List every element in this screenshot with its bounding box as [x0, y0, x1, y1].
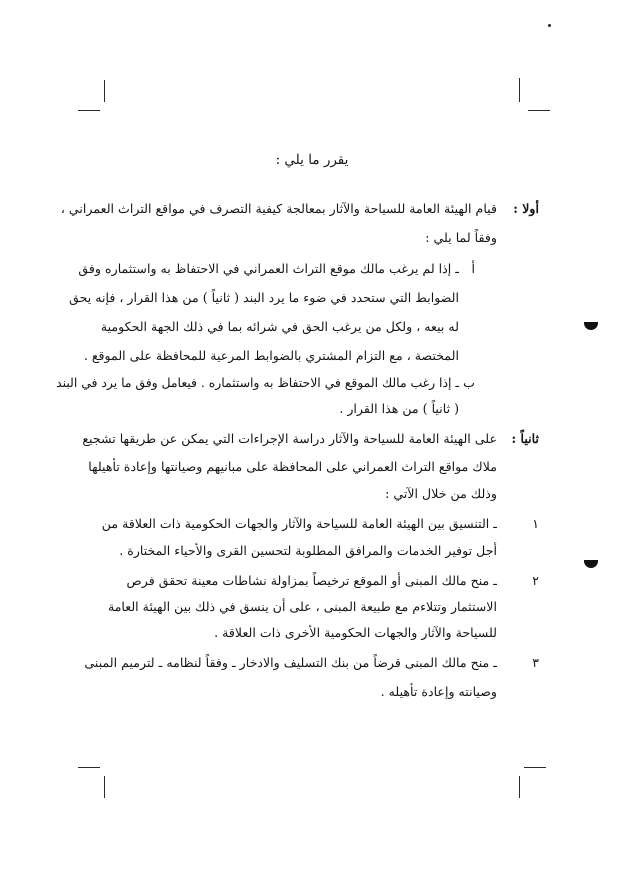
scan-mark-vertical-right-bottom	[519, 776, 520, 798]
item-2-line: للسياحة والآثار والجهات الحكومية الأخرى ذات العلاقة .	[214, 625, 497, 640]
punch-hole-mark-upper	[584, 322, 598, 330]
item-a-line: له بيعه ، ولكل من يرغب الحق في شرائه بما في ذلك الجهة الحكومية	[100, 319, 459, 334]
punch-hole-mark-lower	[584, 560, 598, 568]
item-a-marker: أ	[471, 261, 475, 276]
scan-mark-vertical-right-top	[519, 78, 520, 102]
section1-intro-line: قيام الهيئة العامة للسياحة والآثار بمعالجة كيفية التصرف في مواقع التراث العمراني ،	[60, 201, 497, 216]
item-1-number: ١	[532, 516, 539, 531]
item-1-line: أجل توفير الخدمات والمرافق المطلوبة لتحسين القرى والأحياء المختارة .	[119, 543, 497, 558]
section2-label: ثانياً :	[511, 431, 539, 446]
section1-label: أولا :	[513, 201, 539, 216]
scan-mark-horizontal-left-bottom	[78, 767, 100, 768]
scan-mark-horizontal-left-top	[78, 110, 100, 111]
item-b-marker: ب	[463, 375, 475, 390]
scan-mark-vertical-left-top	[104, 80, 105, 102]
item-b-line: ( ثانياً ) من هذا القرار .	[339, 401, 459, 416]
item-3-number: ٣	[532, 655, 539, 670]
scan-mark-vertical-left-bottom	[104, 776, 105, 798]
item-a-line: ـ إذا لم يرغب مالك موقع التراث العمراني في الاحتفاظ به واستثماره وفق	[78, 261, 459, 276]
section2-intro-line: على الهيئة العامة للسياحة والآثار دراسة الإجراءات التي يمكن عن طريقها تشجيع	[82, 431, 497, 446]
section2-intro-line: ملاك مواقع التراث العمراني على المحافظة على مبانيهم وصيانتها وإعادة تأهيلها	[88, 459, 497, 474]
section1-intro-line: وفقاً لما يلي :	[425, 230, 497, 245]
item-3-line: ـ منح مالك المبنى قرضاً من بنك التسليف والادخار ـ وفقاً لنظامه ـ لترميم المبنى	[84, 655, 497, 670]
page-heading: يقرر ما يلي :	[275, 152, 349, 168]
scan-mark-dot	[548, 24, 551, 27]
item-a-line: المختصة ، مع التزام المشتري بالضوابط المرعية للمحافظة على الموقع .	[83, 348, 459, 363]
section2-intro-line: وذلك من خلال الآتي :	[385, 486, 497, 501]
item-2-number: ٢	[532, 573, 539, 588]
item-2-line: ـ منح مالك المبنى أو الموقع ترخيصاً بمزاولة نشاطات معينة تحقق فرص	[126, 573, 497, 588]
item-a-line: الضوابط التي ستحدد في ضوء ما يرد البند ( ثانياً ) من هذا القرار ، فإنه يحق	[69, 290, 459, 305]
scan-mark-horizontal-right-top	[528, 110, 550, 111]
item-3-line: وصيانته وإعادة تأهيله .	[380, 684, 497, 699]
scan-mark-horizontal-right-bottom	[524, 767, 546, 768]
item-2-line: الاستثمار وتتلاءم مع طبيعة المبنى ، على أن ينسق في ذلك بين الهيئة العامة	[107, 599, 497, 614]
item-1-line: ـ التنسيق بين الهيئة العامة للسياحة والآثار والجهات الحكومية ذات العلاقة من	[101, 516, 497, 531]
item-b-line: ـ إذا رغب مالك الموقع في الاحتفاظ به واستثماره . فيعامل وفق ما يرد في البند	[56, 376, 459, 390]
